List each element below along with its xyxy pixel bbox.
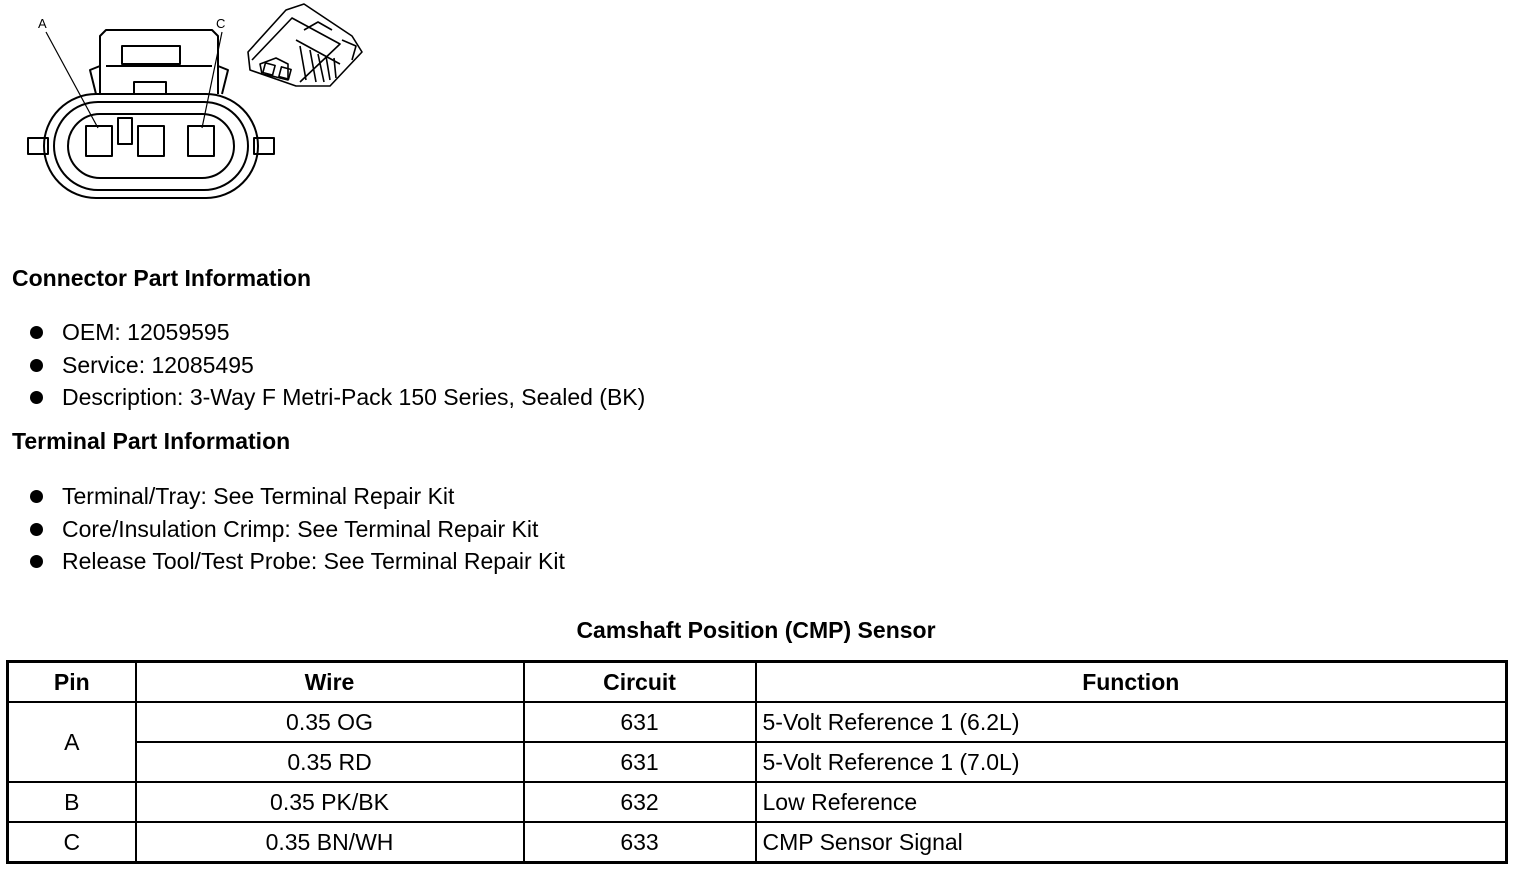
leader-line-a — [46, 32, 98, 128]
connector-info-list — [30, 316, 645, 414]
cavity-b — [138, 126, 164, 156]
cell-circuit: 633 — [524, 822, 756, 863]
table-row — [8, 822, 1507, 863]
connector-face — [28, 30, 274, 198]
cell-circuit: 632 — [524, 782, 756, 822]
header-wire: Wire — [136, 662, 524, 703]
cell-pin: B — [8, 782, 136, 822]
list-item-text: Release Tool/Test Probe: See Terminal Repair Kit — [62, 548, 565, 575]
cell-circuit: 631 — [524, 702, 756, 742]
cavity-c — [188, 126, 214, 156]
list-item — [30, 545, 565, 578]
header-pin: Pin — [8, 662, 136, 703]
list-item-text: Service: 12085495 — [62, 351, 254, 378]
bullet-icon — [30, 326, 43, 339]
table-row — [8, 702, 1507, 742]
list-item-text: Terminal/Tray: See Terminal Repair Kit — [62, 483, 455, 509]
list-item-text: Description: 3-Way F Metri-Pack 150 Series, Sealed (BK) — [62, 384, 646, 411]
list-item — [30, 316, 645, 349]
cavity-a — [86, 126, 112, 156]
cell-function: Low Reference — [756, 782, 1507, 822]
pinout-table — [6, 660, 1508, 864]
list-item-text: OEM: 12059595 — [62, 319, 230, 345]
pin-label-c: C — [216, 16, 226, 31]
table-header-row — [8, 662, 1507, 703]
cell-circuit: 631 — [524, 742, 756, 782]
cell-wire: 0.35 RD — [136, 742, 524, 782]
terminal-info-list — [30, 480, 565, 578]
list-item — [30, 513, 565, 546]
header-circuit: Circuit — [524, 662, 756, 703]
bullet-icon — [30, 359, 43, 372]
bullet-icon — [30, 523, 43, 536]
cell-wire: 0.35 OG — [136, 702, 524, 742]
cell-function: CMP Sensor Signal — [756, 822, 1507, 863]
bullet-icon — [30, 391, 43, 404]
cell-pin: A — [8, 702, 136, 782]
list-item — [30, 381, 645, 414]
table-row — [8, 782, 1507, 822]
pin-label-a: A — [38, 16, 47, 31]
cell-pin: C — [8, 822, 136, 863]
table-caption: Camshaft Position (CMP) Sensor — [576, 617, 936, 643]
connector-info-title: Connector Part Information — [12, 265, 312, 291]
table-row — [8, 742, 1507, 782]
terminal-info-title: Terminal Part Information — [12, 428, 291, 454]
cell-function: 5-Volt Reference 1 (6.2L) — [756, 702, 1507, 742]
cell-wire: 0.35 BN/WH — [136, 822, 524, 863]
cell-wire: 0.35 PK/BK — [136, 782, 524, 822]
list-item — [30, 349, 645, 382]
bullet-icon — [30, 555, 43, 568]
list-item-text: Core/Insulation Crimp: See Terminal Repair Kit — [62, 515, 539, 542]
connector-isometric-view — [248, 4, 362, 86]
connector-diagram — [0, 0, 380, 215]
header-function: Function — [756, 662, 1507, 703]
cell-function: 5-Volt Reference 1 (7.0L) — [756, 742, 1507, 782]
bullet-icon — [30, 490, 43, 503]
list-item — [30, 480, 565, 513]
